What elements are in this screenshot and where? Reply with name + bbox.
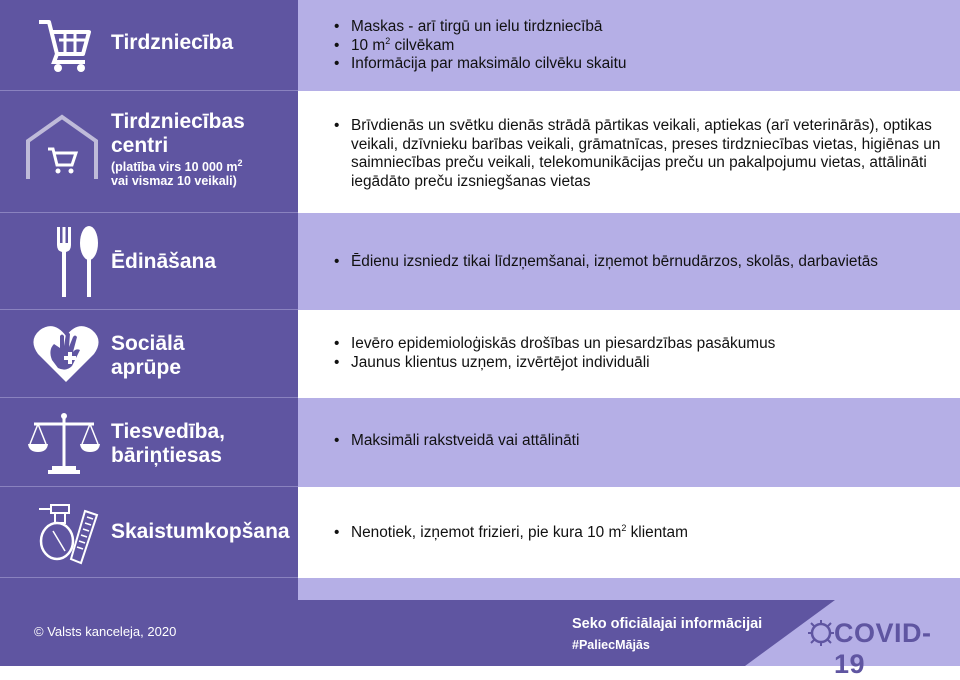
rule-text: cilvēkam <box>394 36 455 54</box>
list-item: • Jaunus klientus uzņem, izvērtējot individuāli <box>334 354 946 373</box>
row-tirdzniecibas-centri <box>0 91 960 213</box>
row-skaistumkopsana <box>0 487 960 578</box>
superscript: 2 <box>621 522 627 533</box>
virus-icon <box>806 618 836 648</box>
category-line: Sociālā <box>111 332 185 355</box>
superscript: 2 <box>385 35 391 46</box>
list-item: • Informācija par maksimālo cilvēku skaitu <box>334 55 946 74</box>
category-line: Tiesvedība, <box>111 420 226 443</box>
row-tiesvediba <box>0 398 960 487</box>
list-item: • Brīvdienās un svētku dienās strādā pārtikas veikali, aptiekas (arī veterinārās), optikas veikali, dzīvnieku barības veikali, grāmatnīcas, preses tirdzniecības vietas, higiēnas un saimniecības preču veikali, telekomunikācijas preču un pakalpojumu vietas, attālināti iegādāto preču izsniegšanas vietas <box>334 117 946 191</box>
list-item: • Ievēro epidemioloģiskās drošības un piesardzības pasākumus <box>334 335 946 354</box>
list-item <box>334 37 946 56</box>
rule-text: Nenotiek, izņemot frizieri, pie kura 10 m <box>351 524 622 541</box>
spray-comb-icon <box>30 501 110 567</box>
category-panel <box>0 0 298 91</box>
category-panel <box>0 310 298 398</box>
list-item <box>334 524 946 543</box>
rules-list <box>334 335 946 372</box>
copyright: © Valsts kanceleja, 2020 <box>34 624 177 639</box>
rules-panel <box>298 310 960 398</box>
footer-slogan: Seko oficiālajai informācijai <box>572 616 763 632</box>
row-edinasana <box>0 213 960 310</box>
rule-text: klientam <box>630 524 688 541</box>
scales-icon <box>24 410 104 476</box>
category-panel <box>0 398 298 487</box>
row-sociala-aprupe <box>0 310 960 398</box>
category-line: aprūpe <box>111 356 182 379</box>
category-label: Ēdināšana <box>111 250 217 273</box>
rules-panel <box>298 487 960 578</box>
subtitle-text: vai vismaz 10 veikali) <box>111 174 237 188</box>
category-label <box>111 110 261 188</box>
footer-hashtag: #PaliecMājās <box>572 638 650 652</box>
superscript: 2 <box>237 157 243 168</box>
row-tirdznieciba <box>0 0 960 91</box>
rule-text: 10 m <box>351 36 386 54</box>
list-item: • Maskas - arī tirgū un ielu tirdzniecībā <box>334 18 946 37</box>
rules-panel <box>298 0 960 91</box>
footer <box>0 600 960 679</box>
rules-list <box>334 117 946 191</box>
covid-title: COVID-19 <box>834 618 932 679</box>
category-title: Tirdzniecības centri <box>111 110 245 157</box>
category-label <box>111 420 225 468</box>
list-item: • Maksimāli rakstveidā vai attālināti <box>334 432 946 451</box>
category-label: Skaistumkopšana <box>111 520 290 543</box>
rules-list <box>334 432 946 451</box>
footer-strip <box>0 578 960 600</box>
cutlery-icon <box>38 223 118 301</box>
category-label: Tirdzniecība <box>111 31 234 54</box>
rules-panel <box>298 91 960 213</box>
category-subtitle <box>111 157 261 188</box>
subtitle-text: (platība virs 10 000 m <box>111 160 238 174</box>
category-panel <box>0 487 298 578</box>
category-label <box>111 332 185 380</box>
category-line: bāriņtiesas <box>111 444 222 467</box>
rules-panel <box>298 398 960 487</box>
heart-hand-icon <box>26 322 106 384</box>
strip-right <box>298 578 960 600</box>
rules-list <box>334 253 946 272</box>
category-panel <box>0 91 298 213</box>
rules-panel <box>298 213 960 310</box>
rules-list <box>334 18 946 74</box>
strip-left <box>0 578 298 600</box>
rules-list <box>334 524 946 543</box>
shopping-cart-icon <box>22 14 102 74</box>
category-panel <box>0 213 298 310</box>
list-item: • Ēdienu izsniedz tikai līdzņemšanai, izņemot bērnudārzos, skolās, darbavietās <box>334 253 946 272</box>
shopping-center-icon <box>22 105 102 185</box>
